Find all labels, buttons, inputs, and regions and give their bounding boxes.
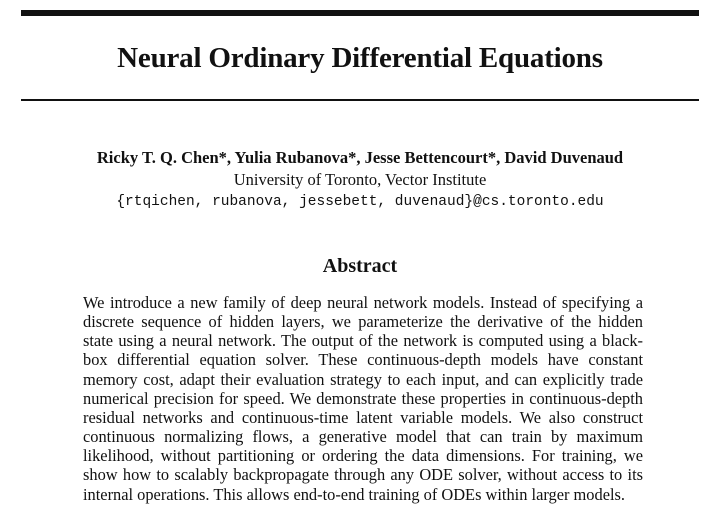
abstract-line: internal operations. This allows end-to-end training of ODEs within larger models. <box>83 484 625 504</box>
title-bottom-rule <box>21 99 699 101</box>
abstract-line: show how to scalably backpropagate through any ODE solver, without access to its <box>83 465 643 485</box>
abstract-line: state using a neural network. The output of the network is computed using a black- <box>83 331 643 351</box>
abstract-line: memory cost, adapt their evaluation strategy to each input, and can explicitly trade <box>83 369 643 389</box>
title-top-rule <box>21 10 699 16</box>
affiliation: University of Toronto, Vector Institute <box>233 170 487 189</box>
abstract-line: residual networks and continuous-time latent variable models. We also construct <box>83 407 643 427</box>
abstract-body <box>83 293 643 504</box>
paper-title: Neural Ordinary Differential Equations <box>117 42 603 74</box>
abstract-line: box differential equation solver. These continuous-depth models have constant <box>83 350 643 370</box>
abstract-line: continuous normalizing flows, a generative model that can train by maximum <box>83 427 643 447</box>
abstract-line: numerical precision for speed. We demonstrate these properties in continuous-depth <box>83 388 643 408</box>
abstract-line: likelihood, without partitioning or ordering the data dimensions. For training, we <box>83 446 643 466</box>
abstract-line: discrete sequence of hidden layers, we parameterize the derivative of the hidden <box>83 312 643 332</box>
author-emails: {rtqichen, rubanova, jessebett, duvenaud}@cs.toronto.edu <box>116 194 604 210</box>
author-block <box>21 146 699 214</box>
abstract-line: We introduce a new family of deep neural network models. Instead of specifying a <box>83 293 643 312</box>
author-list: Ricky T. Q. Chen*, Yulia Rubanova*, Jesse Bettencourt*, David Duvenaud <box>96 148 624 167</box>
abstract-heading: Abstract <box>322 255 398 277</box>
